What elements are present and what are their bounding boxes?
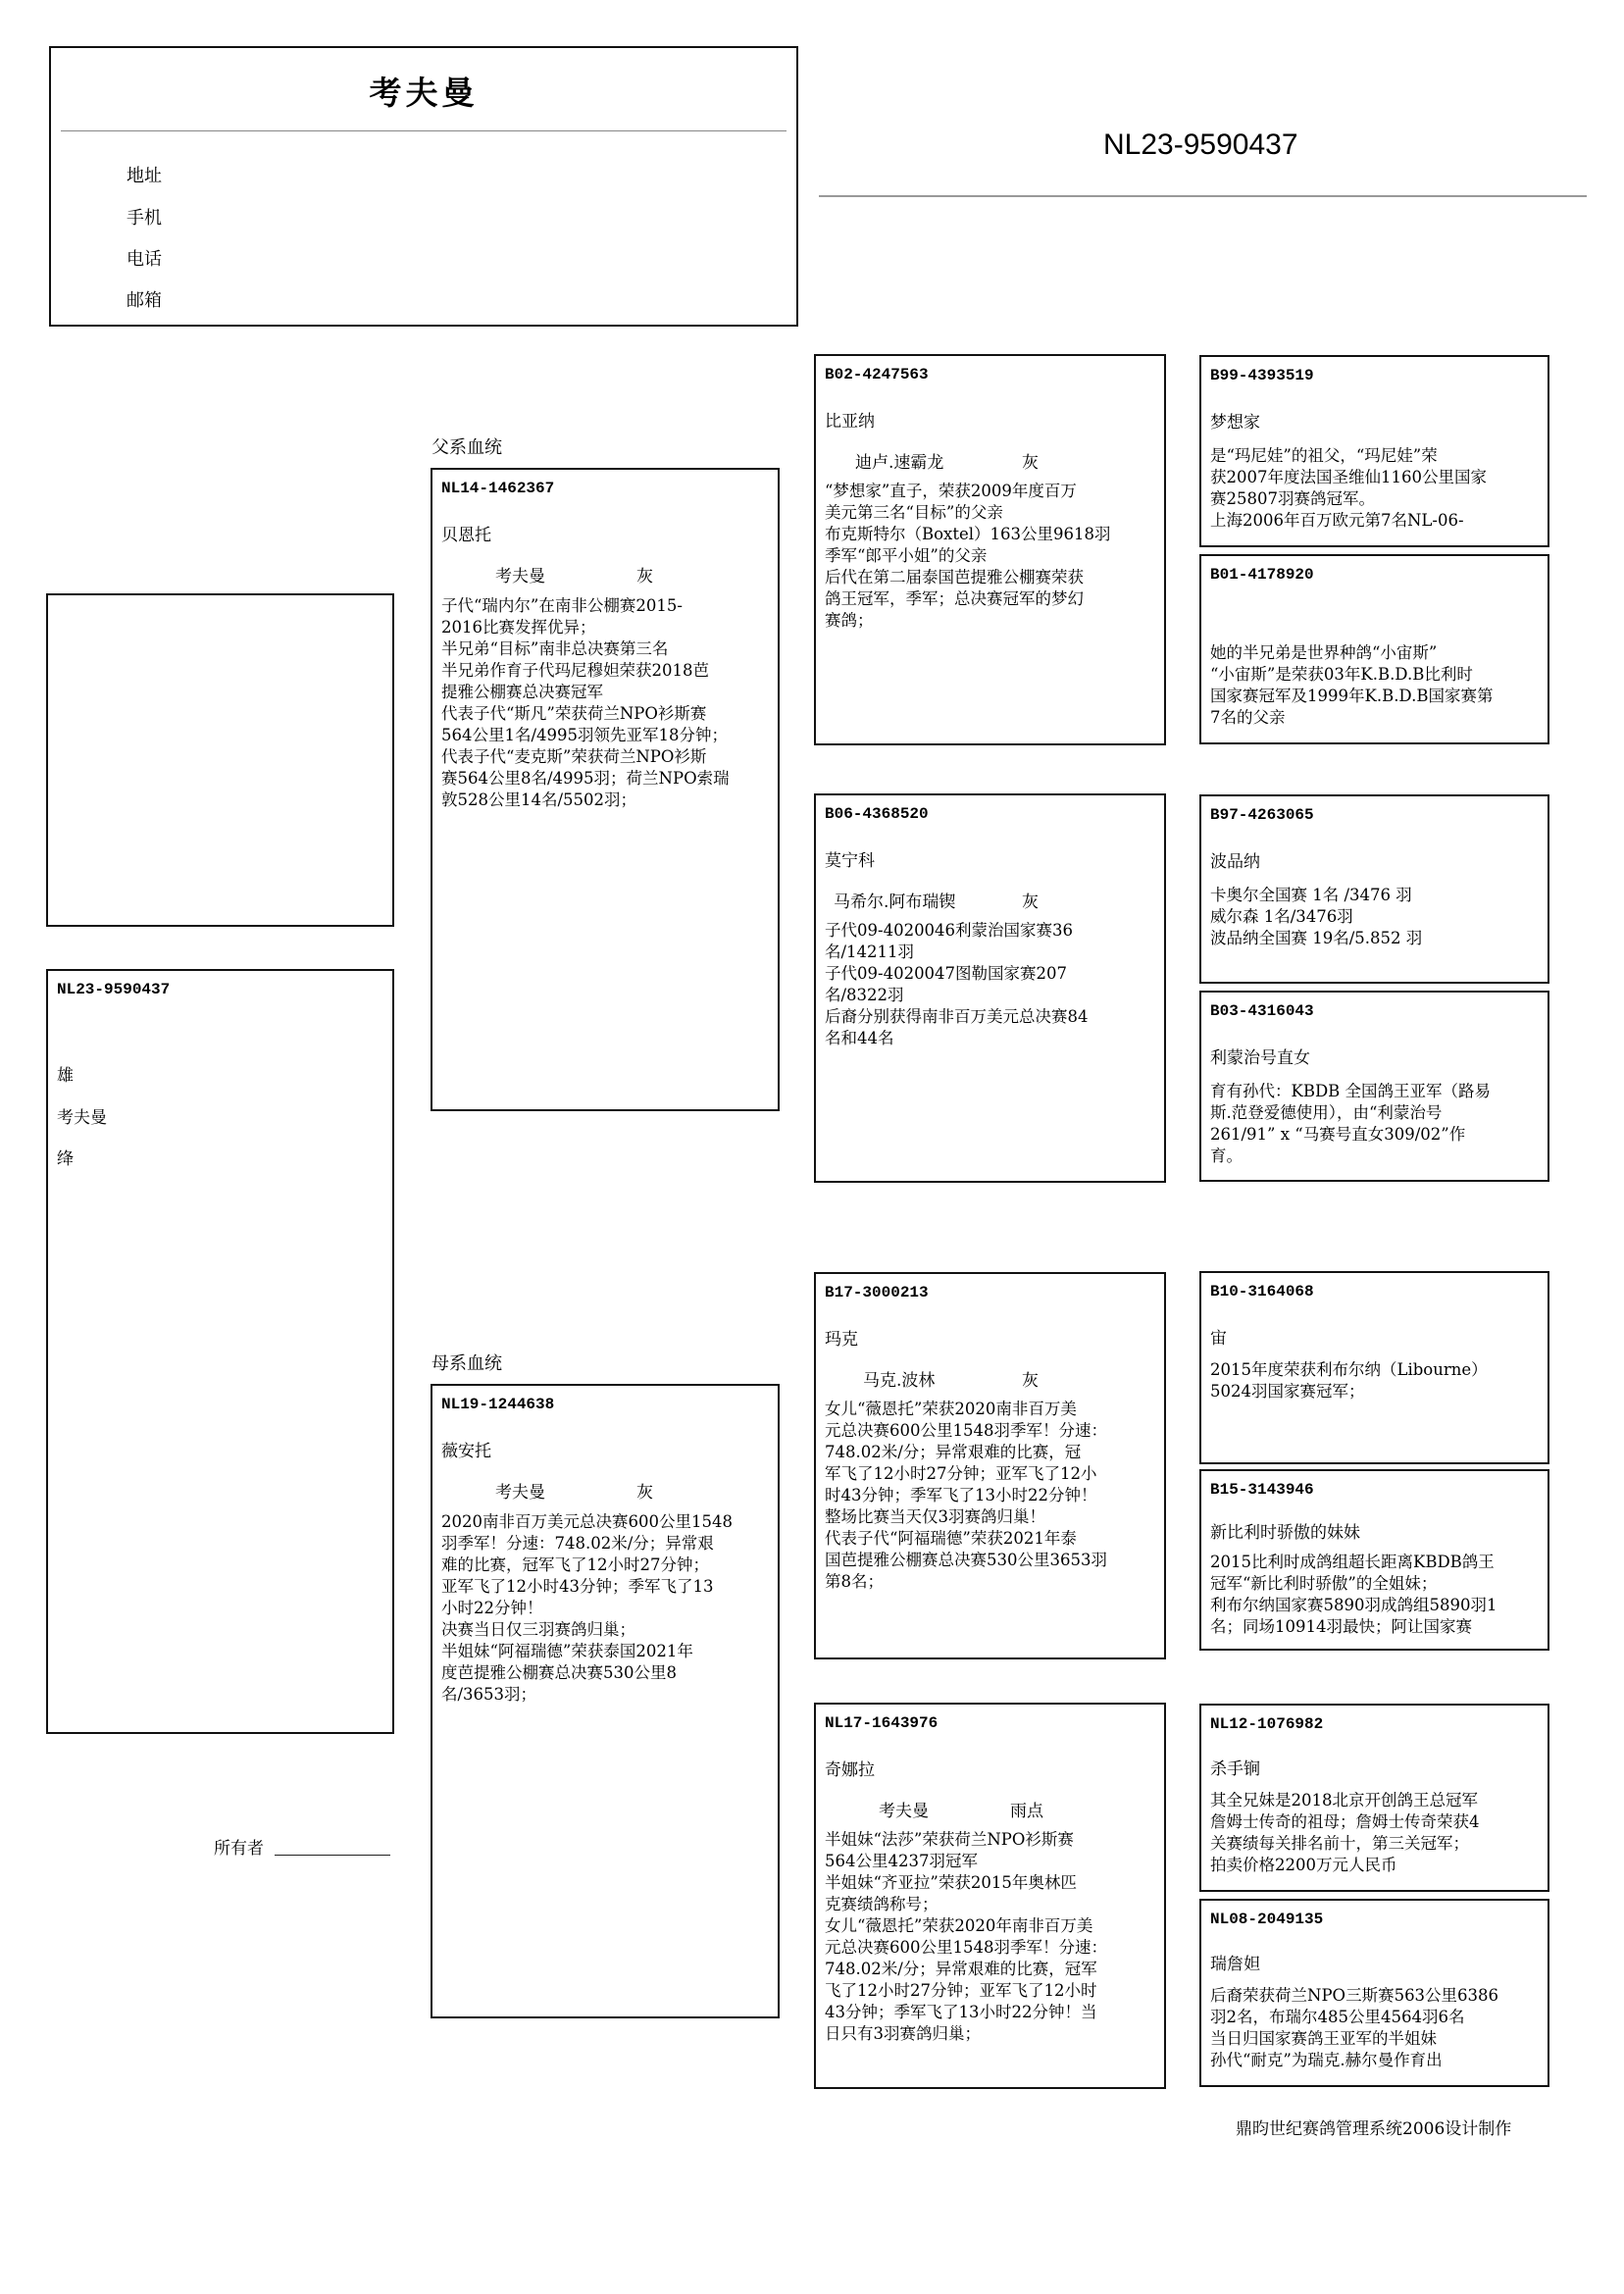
owner-header-box [49,46,798,327]
great-grandparent-8-name: 瑞詹妲 [1210,1955,1260,1974]
great-grandparent-5-description: 2015年度荣获利布尔纳（Libourne） 5024羽国家赛冠军； [1210,1360,1488,1401]
dam-box [431,1384,780,2018]
subject-color: 绛 [57,1149,74,1169]
sire-description: 子代“瑞内尔”在南非公棚赛2015- 2016比赛发挥优异； 半兄弟“目标”南非总决赛第三名 半兄弟作育子代玛尼穆妲荣获2018芭 提雅公棚赛总决赛冠军 代表子代“斯凡”荣获荷兰NPO衫斯赛 564公里1名/4995羽领先亚军18分钟； 代表子代“麦克斯”荣获荷兰NPO衫斯 赛564公里8名/4995羽；荷兰NPO索瑞 敦528公里14名/5502羽； [441,596,730,809]
great-grandparent-8-description: 后裔荣获荷兰NPO三斯赛563公里6386 羽2名，布瑞尔485公里4564羽6名 当日归国家赛鸽王亚军的半姐妹 孙代“耐克”为瑞克.赫尔曼作育出 [1210,1986,1499,2069]
great-grandparent-6-ring: B15-3143946 [1210,1481,1314,1499]
email-label: 邮箱 [127,290,162,311]
sire-dam-description: 子代09-4020046利蒙治国家赛36 名/14211羽 子代09-4020047图勒国家赛207 名/8322羽 后裔分别获得南非百万美元总决赛84 名和44名 [825,921,1089,1047]
sire-sire-color: 灰 [1022,453,1039,473]
sire-sire-description: “梦想家”直子，荣获2009年度百万 美元第三名“目标”的父亲 布克斯特尔（Boxtel）163公里9618羽 季军“郎平小姐”的父亲 后代在第二届泰国芭提雅公棚赛荣获 鸽王冠军，季军；总决赛冠军的梦幻 赛鸽； [825,482,1111,630]
dam-sire-color: 灰 [1022,1371,1039,1391]
great-grandparent-6-description: 2015比利时成鸽组超长距离KBDB鸽王 冠军“新比利时骄傲”的全姐妹； 利布尔纳国家赛5890羽成鸽组5890羽1 名；同场10914羽最快；阿让国家赛 [1210,1553,1497,1636]
dam-color: 灰 [636,1483,653,1503]
main-ring-underline [819,195,1587,197]
great-grandparent-4-description: 育有孙代：KBDB 全国鸽王亚军（路易 斯.范登爱德使用），由“利蒙治号 261/91” x “马赛号直女309/02”作 育。 [1210,1082,1492,1165]
dam-description: 2020南非百万美元总决赛600公里1548 羽季军！分速：748.02米/分；异常艰 难的比赛，冠军飞了12小时27分钟； 亚军飞了12小时43分钟；季军飞了13 小时22分钟！ 决赛当日仅三羽赛鸽归巢； 半姐妹“阿福瑞德”荣获泰国2021年 度芭提雅公棚赛总决赛530公里8 名/3653羽； [441,1512,733,1704]
great-grandparent-2-description: 她的半兄弟是世界种鸽“小宙斯” “小宙斯”是荣获03年K.B.D.B比利时 国家赛冠军及1999年K.B.D.B国家赛第 7名的父亲 [1210,643,1494,727]
pigeon-photo-box [46,593,394,927]
dam-sire-box [814,1272,1166,1659]
phone-label: 电话 [127,249,162,270]
dam-sire-breeder: 马克.波林 [863,1371,936,1391]
great-grandparent-box-8 [1199,1899,1549,2087]
main-ring-number: NL23-9590437 [1103,128,1298,161]
owner-name: 考夫曼 [369,74,479,112]
great-grandparent-box-5 [1199,1271,1549,1464]
great-grandparent-4-ring: B03-4316043 [1210,1002,1314,1020]
great-grandparent-6-name: 新比利时骄傲的妹妹 [1210,1523,1360,1543]
great-grandparent-3-name: 波品纳 [1210,852,1260,872]
dam-sire-description: 女儿“薇恩托”荣获2020南非百万美 元总决赛600公里1548羽季军！分速： 748.02米/分；异常艰难的比赛，冠 军飞了12小时27分钟；亚军飞了12小 时43分钟；季军飞了13小时22分钟！ 整场比赛当天仅3羽赛鸽归巢！ 代表子代“阿福瑞德”荣获2021年泰 国芭提雅公棚赛总决赛530公里3653羽 第8名； [825,1400,1107,1591]
sire-color: 灰 [636,567,653,586]
great-grandparent-7-description: 其全兄妹是2018北京开创鸽王总冠军 詹姆士传奇的祖母；詹姆士传奇荣获4 关赛绩每关排名前十，第三关冠军； 拍卖价格2200万元人民币 [1210,1791,1480,1874]
sire-box [431,468,780,1111]
great-grandparent-box-7 [1199,1704,1549,1892]
sire-dam-color: 灰 [1022,892,1039,912]
subject-pigeon-box [46,969,394,1734]
great-grandparent-5-ring: B10-3164068 [1210,1283,1314,1300]
great-grandparent-8-ring: NL08-2049135 [1210,1911,1324,1928]
subject-breeder: 考夫曼 [57,1108,107,1128]
great-grandparent-2-ring: B01-4178920 [1210,566,1314,584]
sire-ring: NL14-1462367 [441,480,555,497]
dam-dam-color: 雨点 [1010,1802,1043,1821]
great-grandparent-4-name: 利蒙治号直女 [1210,1048,1310,1068]
great-grandparent-5-name: 宙 [1210,1329,1227,1349]
subject-sex: 雄 [57,1066,74,1086]
dam-sire-ring: B17-3000213 [825,1284,929,1301]
great-grandparent-box-6 [1199,1469,1549,1651]
sire-dam-ring: B06-4368520 [825,805,929,823]
great-grandparent-box-4 [1199,991,1549,1182]
dam-breeder: 考夫曼 [495,1483,545,1503]
great-grandparent-1-description: 是“玛尼娃”的祖父，“玛尼娃”荣 获2007年度法国圣维仙1160公里国家 赛25807羽赛鸽冠军。 上海2006年百万欧元第7名NL-06- [1210,446,1487,530]
mobile-label: 手机 [127,208,162,229]
owner-label: 所有者 [214,1839,264,1859]
great-grandparent-box-1 [1199,355,1549,547]
great-grandparent-1-name: 梦想家 [1210,413,1260,433]
great-grandparent-7-name: 杀手锏 [1210,1759,1260,1779]
dam-ring: NL19-1244638 [441,1396,555,1413]
dam-dam-ring: NL17-1643976 [825,1714,939,1732]
dam-dam-box [814,1703,1166,2089]
dam-dam-breeder: 考夫曼 [879,1802,929,1821]
dam-dam-name: 奇娜拉 [825,1760,875,1780]
header-divider [61,130,787,131]
great-grandparent-3-description: 卡奥尔全国赛 1名 /3476 羽 威尔森 1名/3476羽 波品纳全国赛 19名/5.852 羽 [1210,886,1423,947]
dam-sire-name: 玛克 [825,1330,858,1350]
footer-credit: 鼎昀世纪赛鸽管理系统2006设计制作 [1236,2119,1512,2139]
owner-signature-line [275,1855,390,1856]
great-grandparent-3-ring: B97-4263065 [1210,806,1314,824]
sire-name: 贝恩托 [441,526,491,545]
sire-sire-box [814,354,1166,745]
sire-sire-breeder: 迪卢.速霸龙 [855,453,944,473]
sire-dam-box [814,793,1166,1183]
sire-dam-breeder: 马希尔.阿布瑞锲 [834,892,956,912]
dam-line-label: 母系血统 [431,1353,502,1374]
dam-dam-description: 半姐妹“法莎”荣获荷兰NPO衫斯赛 564公里4237羽冠军 半姐妹“齐亚拉”荣获2015年奥林匹 克赛绩鸽称号； 女儿“薇恩托”荣获2020年南非百万美 元总决赛600公里1548羽季军！分速： 748.02米/分；异常艰难的比赛，冠军 飞了12小时27分钟；亚军飞了12小时 43分钟；季军飞了13小时22分钟！当 日只有3羽赛鸽归巢； [825,1830,1107,2043]
great-grandparent-box-2 [1199,554,1549,744]
sire-sire-ring: B02-4247563 [825,366,929,383]
sire-line-label: 父系血统 [431,437,502,458]
sire-dam-name: 莫宁科 [825,851,875,871]
great-grandparent-box-3 [1199,794,1549,984]
great-grandparent-7-ring: NL12-1076982 [1210,1715,1324,1733]
dam-name: 薇安托 [441,1442,491,1461]
sire-sire-name: 比亚纳 [825,412,875,432]
subject-ring: NL23-9590437 [57,981,171,998]
address-label: 地址 [127,166,162,186]
sire-breeder: 考夫曼 [495,567,545,586]
great-grandparent-1-ring: B99-4393519 [1210,367,1314,384]
